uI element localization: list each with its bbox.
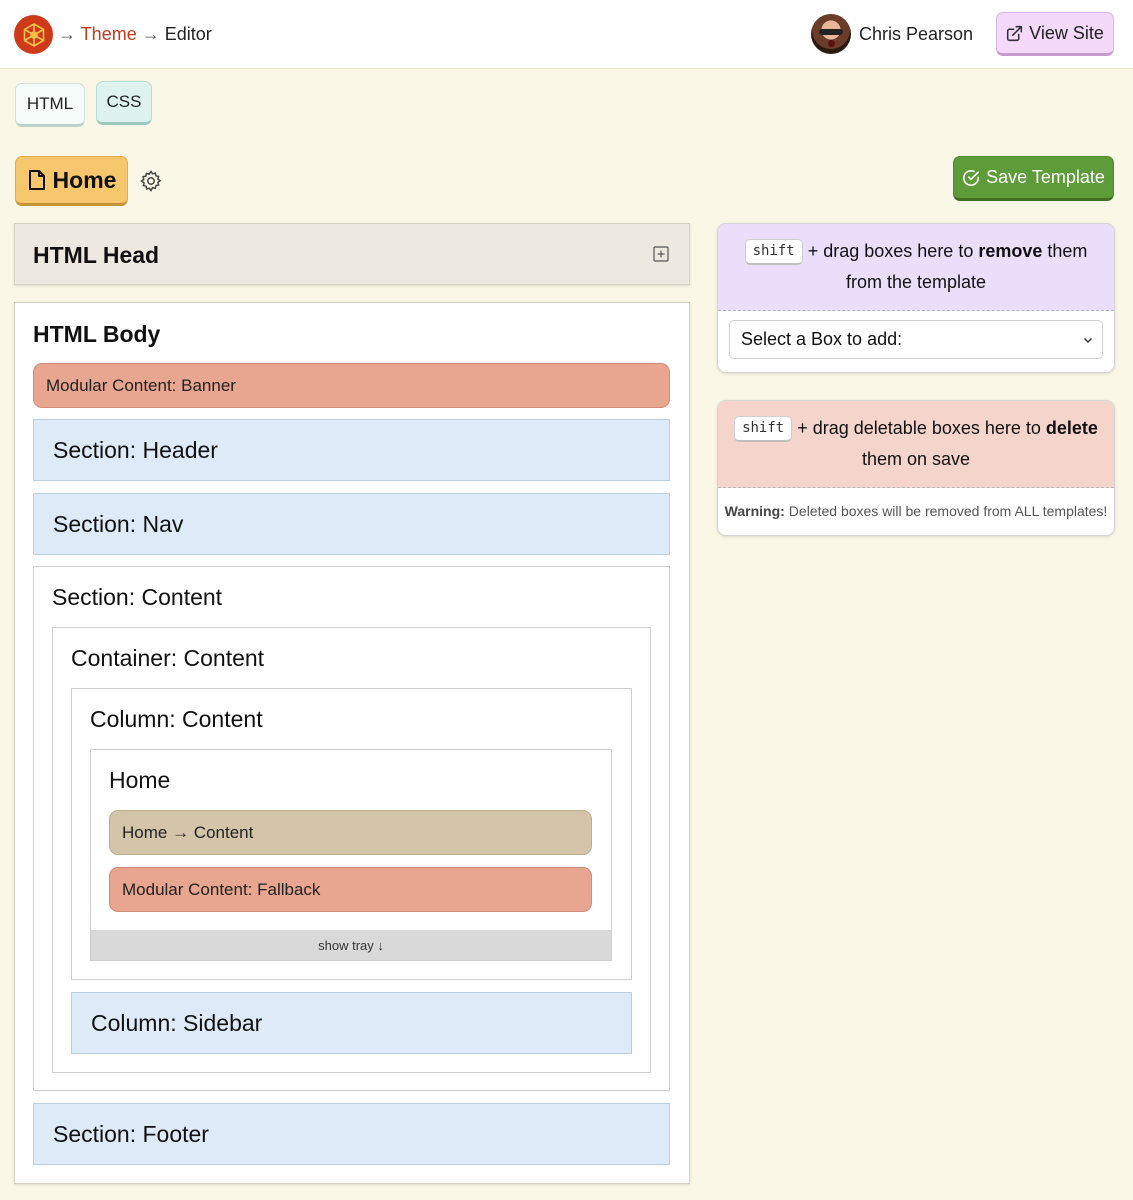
user-name[interactable]: Chris Pearson [859,24,974,44]
delete-text-before: + drag deletable boxes here to [792,418,1046,438]
tab-css[interactable]: CSS [96,81,152,125]
gear-icon[interactable] [139,169,163,193]
show-tray-toggle[interactable]: show tray ↓ [91,930,611,960]
home-content-box[interactable]: Home → Content [109,810,592,855]
delete-text-after: them on save [861,449,971,469]
html-body-title: HTML Body [33,321,161,347]
warning-text: Deleted boxes will be removed from ALL templates! [788,503,1108,519]
remove-instructions [718,224,1114,311]
tab-html[interactable]: HTML [15,83,85,127]
html-head-panel[interactable] [14,223,690,285]
section-content-box[interactable] [33,566,670,1091]
column-content-label: Column: Content [90,706,263,732]
container-content-box[interactable] [52,627,651,1073]
document-icon [27,169,47,191]
save-template-label: Save Template [986,167,1105,187]
chevron-down-icon [1082,334,1094,346]
home-box-label: Home [109,767,171,793]
fallback-box[interactable]: Modular Content: Fallback [109,867,592,912]
html-body-panel [14,302,690,1184]
breadcrumb-separator: → [58,24,76,44]
shift-key: shift [734,416,792,442]
delete-drop-zone[interactable] [717,400,1115,536]
banner-box[interactable]: Modular Content: Banner [33,363,670,408]
remove-text-bold: remove [978,241,1043,261]
view-site-label: View Site [1029,22,1104,43]
section-header-box[interactable]: Section: Header [33,419,670,481]
add-box-select-value: Select a Box to add: [741,329,903,349]
template-name: Home [52,166,117,193]
save-template-button[interactable] [953,156,1114,201]
shift-key: shift [745,239,803,265]
add-box-select[interactable] [729,320,1103,359]
section-nav-box[interactable]: Section: Nav [33,493,670,555]
remove-text-before: + drag boxes here to [802,241,979,261]
expand-icon[interactable] [653,246,669,262]
delete-instructions [718,401,1114,488]
section-content-label: Section: Content [52,584,223,610]
avatar[interactable] [811,14,851,54]
column-sidebar-box[interactable]: Column: Sidebar [71,992,632,1054]
warning-label: Warning: [724,503,785,519]
delete-text-bold: delete [1045,418,1098,438]
remove-text-after: them from the template [845,241,1088,292]
delete-warning [718,488,1114,534]
breadcrumb-separator: → [141,24,160,44]
breadcrumb-theme-link[interactable]: Theme [80,24,137,44]
section-footer-box[interactable]: Section: Footer [33,1103,670,1165]
logo-icon[interactable] [14,15,53,54]
check-circle-icon [962,169,980,187]
container-content-label: Container: Content [71,645,265,671]
html-head-title: HTML Head [33,242,160,268]
view-site-button[interactable] [996,12,1114,56]
column-content-box[interactable] [71,688,632,980]
top-bar [0,0,1133,69]
external-link-icon [1006,25,1023,42]
breadcrumb-editor: Editor [164,24,212,44]
breadcrumb [58,23,212,45]
home-box[interactable] [90,749,612,961]
remove-drop-zone[interactable] [717,223,1115,373]
template-selector-button[interactable] [15,156,128,206]
